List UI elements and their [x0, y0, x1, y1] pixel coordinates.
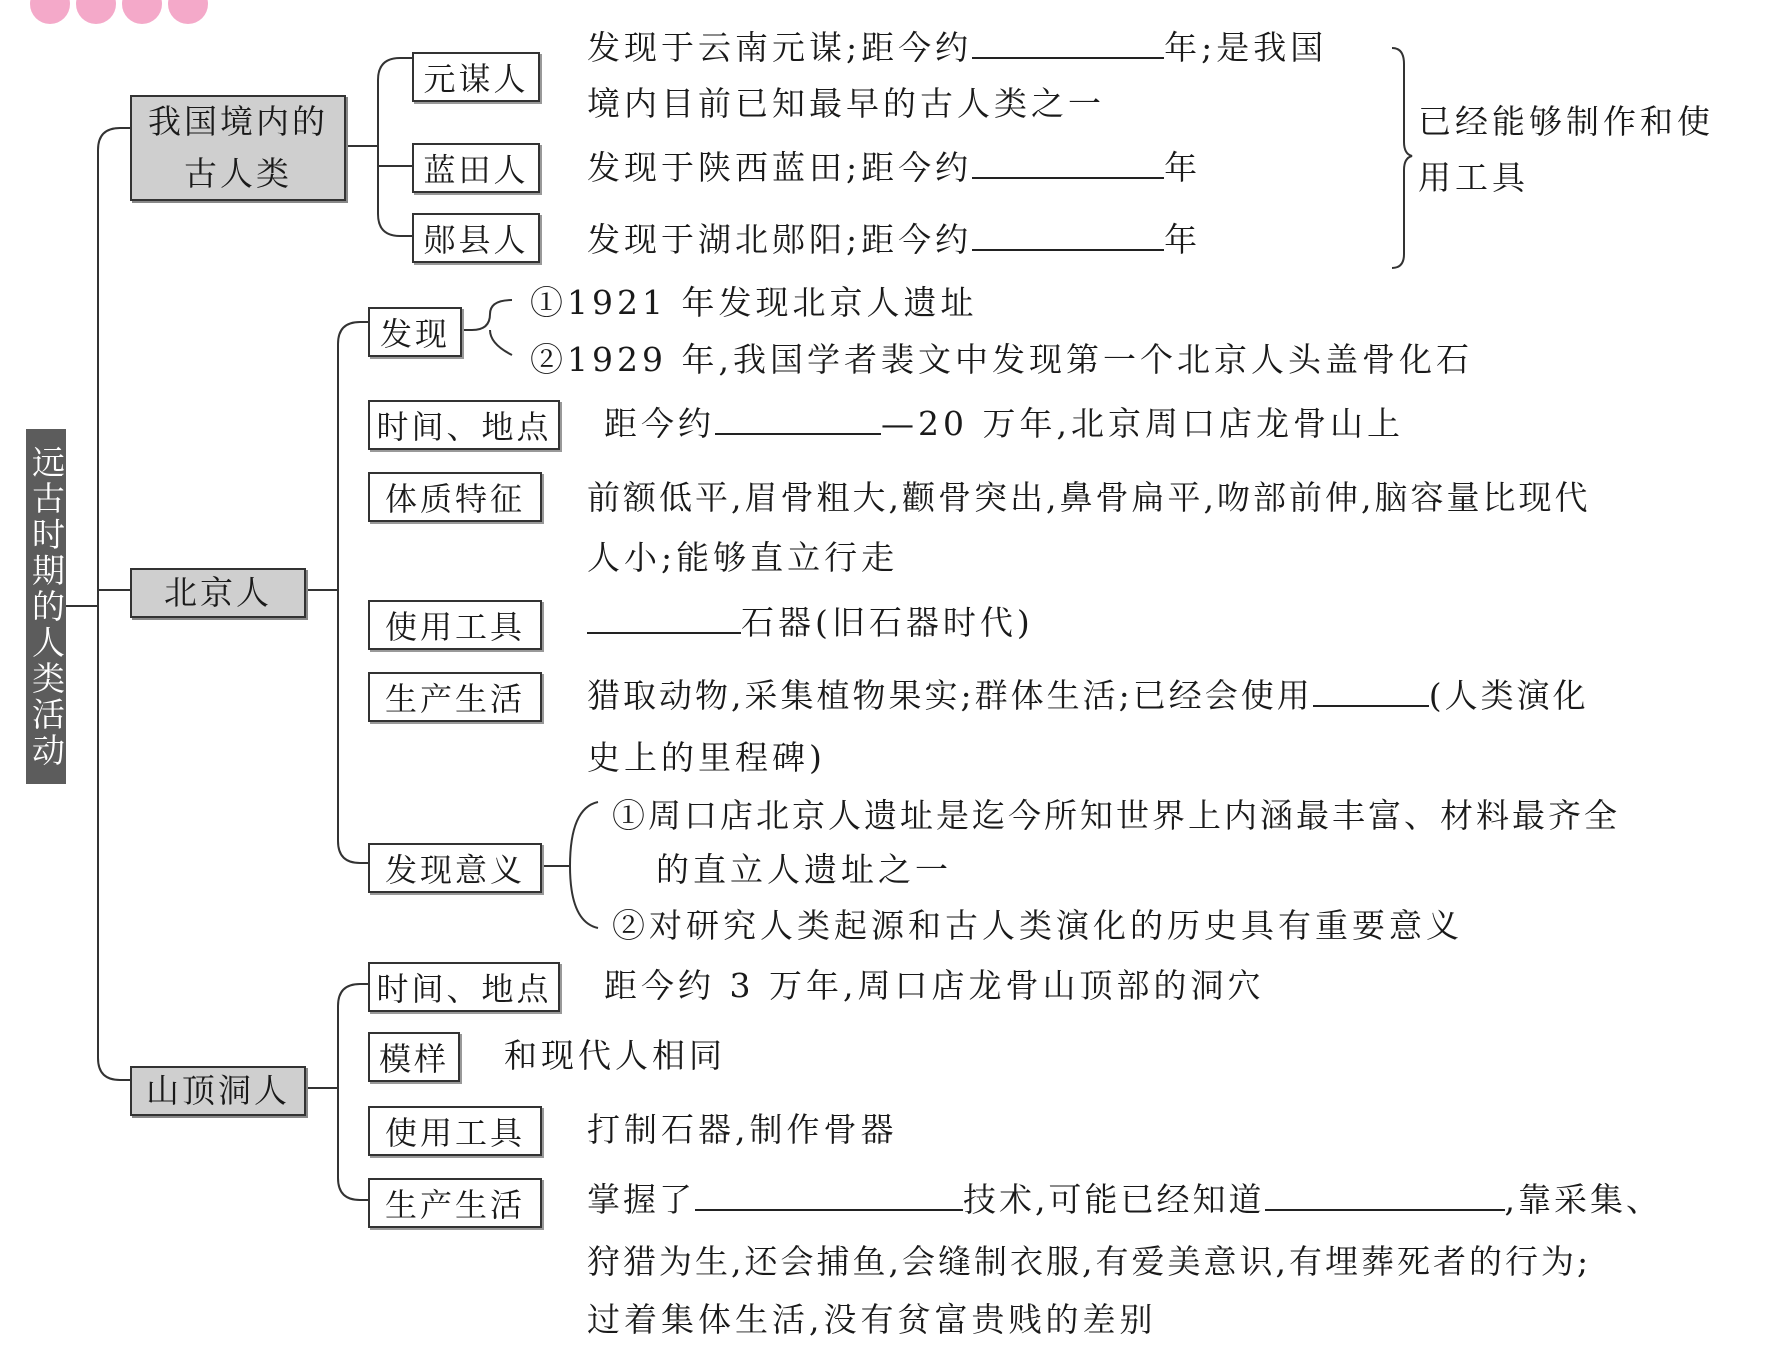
peking-life-text-a: 猎取动物,采集植物果实;群体生活;已经会使用 — [587, 676, 1313, 715]
ancient-connector — [344, 58, 412, 236]
yuanmou-text-a: 发现于云南元谋;距今约 — [587, 28, 973, 67]
ancient-bracket — [1392, 48, 1412, 268]
yunxian-text — [587, 212, 1201, 268]
peking-timeplace-text-b: —20 万年,北京周口店龙骨山上 — [881, 404, 1404, 443]
peking-life-text-b: (人类演化 — [1428, 676, 1589, 715]
peking-life-line-2: 史上的里程碑) — [587, 738, 826, 777]
lantian-text-b: 年 — [1164, 148, 1202, 187]
yuanmou-text-b: 年;是我国 — [1164, 28, 1328, 67]
upper-cave-timeplace-text: 距今约 3 万年,周口店龙骨山顶部的洞穴 — [604, 966, 1265, 1005]
peking-tools-blank[interactable] — [587, 600, 741, 634]
lantian-blank[interactable] — [972, 145, 1164, 179]
upper-cave-life-text-c: ,靠采集、 — [1504, 1180, 1662, 1219]
yuanmou-blank[interactable] — [972, 25, 1164, 59]
upper-cave-life-blank-1[interactable] — [695, 1177, 963, 1211]
upper-cave-life-blank-2[interactable] — [1265, 1177, 1505, 1211]
significance-item-1-line-1: ①周口店北京人遗址是迄今所知世界上内涵最丰富、材料最齐全 — [612, 796, 1620, 835]
yuanmou-text-line1 — [587, 20, 1327, 76]
physical-line-1: 前额低平,眉骨粗大,颧骨突出,鼻骨扁平,吻部前伸,脑容量比现代 — [587, 478, 1591, 517]
significance-item-2: ②对研究人类起源和古人类演化的历史具有重要意义 — [612, 906, 1463, 945]
peking-timeplace-text-a: 距今约 — [604, 404, 715, 443]
lantian-text-a: 发现于陕西蓝田;距今约 — [587, 148, 973, 187]
upper-cave-timeplace-label: 时间、地点 — [368, 962, 560, 1012]
lantian-text — [587, 140, 1201, 196]
main-title: 远古时期的人类活动 — [26, 429, 66, 784]
yuanmou-label: 元谋人 — [412, 52, 540, 102]
peking-timeplace-blank[interactable] — [715, 401, 881, 435]
peking-life-blank[interactable] — [1313, 673, 1429, 707]
peking-life-line-1 — [587, 668, 1589, 724]
yunxian-blank[interactable] — [972, 217, 1164, 251]
yunxian-label: 郧县人 — [412, 213, 540, 263]
upper-cave-life-text-b: 技术,可能已经知道 — [963, 1180, 1265, 1219]
appearance-text: 和现代人相同 — [504, 1036, 726, 1075]
physical-label: 体质特征 — [368, 472, 542, 522]
root-connector — [66, 128, 130, 1080]
upper-cave-life-text-a: 掌握了 — [587, 1180, 695, 1219]
appearance-label: 模样 — [368, 1032, 460, 1082]
discovery-item-2: ②1929 年,我国学者裴文中发现第一个北京人头盖骨化石 — [530, 340, 1473, 379]
peking-timeplace-label: 时间、地点 — [368, 400, 560, 450]
significance-bracket — [540, 802, 598, 928]
yunxian-text-a: 发现于湖北郧阳;距今约 — [587, 220, 973, 259]
upper-cave-life-label: 生产生活 — [368, 1178, 542, 1228]
upper-cave-man-category: 山顶洞人 — [130, 1066, 306, 1116]
peking-tools-text — [587, 595, 1034, 651]
discovery-label: 发现 — [368, 307, 462, 357]
ancient-common-trait: 已经能够制作和使用工具 — [1418, 102, 1714, 197]
yuanmou-text-c: 境内目前已知最早的古人类之一 — [587, 84, 1105, 123]
peking-tools-text-a: 石器(旧石器时代) — [741, 603, 1034, 642]
lantian-label: 蓝田人 — [412, 143, 540, 193]
upper-cave-life-line-2: 狩猎为生,还会捕鱼,会缝制衣服,有爱美意识,有埋葬死者的行为; — [587, 1242, 1592, 1281]
significance-item-1-line-2: 的直立人遗址之一 — [656, 850, 952, 889]
peking-connector — [304, 322, 368, 863]
physical-line-2: 人小;能够直立行走 — [587, 538, 899, 577]
yunxian-text-b: 年 — [1164, 220, 1202, 259]
upper-cave-connector — [304, 984, 368, 1200]
peking-timeplace-text — [604, 396, 1404, 452]
discovery-item-1: ①1921 年发现北京人遗址 — [530, 283, 978, 322]
discovery-bracket — [458, 300, 512, 355]
peking-life-label: 生产生活 — [368, 672, 542, 722]
ancient-humans-category — [130, 95, 346, 201]
peking-tools-label: 使用工具 — [368, 600, 542, 650]
upper-cave-tools-text: 打制石器,制作骨器 — [587, 1110, 898, 1149]
upper-cave-tools-label: 使用工具 — [368, 1106, 542, 1156]
peking-man-category: 北京人 — [130, 568, 306, 618]
significance-label: 发现意义 — [368, 843, 542, 893]
upper-cave-life-line-1 — [587, 1172, 1662, 1228]
upper-cave-life-line-3: 过着集体生活,没有贫富贵贱的差别 — [587, 1300, 1157, 1339]
ancient-humans-label: 我国境内的古人类 — [148, 102, 328, 193]
